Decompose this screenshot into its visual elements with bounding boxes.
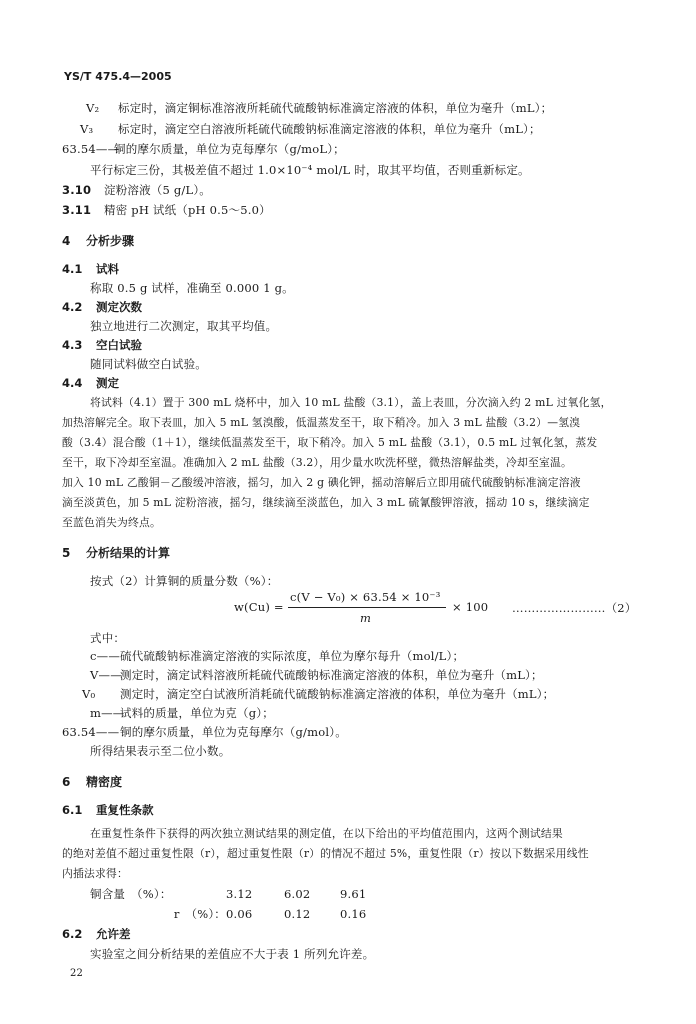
item-3-10 bbox=[62, 182, 211, 198]
def-v3 bbox=[80, 121, 541, 137]
item-3-11-label: 精密 pH 试纸（pH 0.5～5.0） bbox=[104, 203, 271, 217]
repeatability-limit-row bbox=[90, 906, 390, 922]
procedure-line: 加热溶解完全。取下表皿，加入 5 mL 氢溴酸，低温蒸发至干，取下稍冷。加入 3 mL 盐酸（3.2）—氢溴 bbox=[62, 416, 581, 429]
formula-denominator: m bbox=[360, 611, 372, 625]
standard-number: YS/T 475.4—2005 bbox=[64, 70, 172, 83]
section-5-heading: 5 分析结果的计算 bbox=[62, 546, 171, 560]
copper-content-row bbox=[90, 886, 390, 902]
def-cu-molar-symbol: 63.54—— bbox=[62, 142, 120, 156]
procedure-line: 将试料（4.1）置于 300 mL 烧杯中，加入 10 mL 盐酸（3.1），盖上表皿，分次滴入约 2 mL 过氧化氢， bbox=[90, 396, 612, 409]
formula-intro: 按式（2）计算铜的质量分数（%）： bbox=[90, 574, 279, 588]
row-label: 铜含量 （%）： bbox=[90, 887, 172, 901]
procedure-line: 滴至淡黄色，加 5 mL 淀粉溶液，摇匀，继续滴至淡蓝色，加入 3 mL 硫氰酸钾溶液，摇动 10 s，继续滴定 bbox=[62, 496, 590, 509]
result-precision-note: 所得结果表示至二位小数。 bbox=[90, 744, 231, 758]
def-v2 bbox=[86, 100, 552, 116]
section-4-2-heading: 4.2 测定次数 bbox=[62, 300, 142, 314]
table-cell: 6.02 bbox=[284, 887, 311, 901]
def-v2-text: 标定时，滴定铜标准溶液所耗硫代硫酸钠标准滴定溶液的体积，单位为毫升（mL）； bbox=[118, 101, 553, 115]
parallel-calibration-note: 平行标定三份，其极差值不超过 1.0×10⁻⁴ mol/L 时，取其平均值，否则重新标定。 bbox=[90, 163, 530, 177]
section-4-heading: 4 分析步骤 bbox=[62, 234, 135, 248]
section-4-1-text: 称取 0.5 g 试样，准确至 0.000 1 g。 bbox=[90, 281, 294, 295]
def-v2-symbol: V₂ bbox=[86, 101, 100, 115]
repeatability-line: 内插法求得： bbox=[62, 867, 128, 880]
item-3-10-label: 淀粉溶液（5 g/L）。 bbox=[104, 183, 211, 197]
def-m: m——试料的质量，单位为克（g）； bbox=[90, 706, 274, 720]
table-cell: 9.61 bbox=[340, 887, 367, 901]
section-6-2-heading: 6.2 允许差 bbox=[62, 927, 131, 941]
procedure-line: 加入 10 mL 乙酸铜－乙酸缓冲溶液，摇匀，加入 2 g 碘化钾，摇动溶解后立即用硫代硫酸钠标准滴定溶液 bbox=[62, 476, 581, 489]
def-v3-symbol: V₃ bbox=[80, 122, 94, 136]
def-v0: V₀ 测定时，滴定空白试液所消耗硫代硫酸钠标准滴定溶液的体积，单位为毫升（mL）； bbox=[82, 687, 555, 701]
def-v: V——测定时，滴定试料溶液所耗硫代硫酸钠标准滴定溶液的体积，单位为毫升（mL）； bbox=[90, 668, 543, 682]
item-3-11 bbox=[62, 202, 271, 218]
section-6-2-text: 实验室之间分析结果的差值应不大于表 1 所列允许差。 bbox=[90, 947, 375, 961]
repeatability-line: 在重复性条件下获得的两次独立测试结果的测定值，在以下给出的平均值范围内，这两个测试结果 bbox=[90, 827, 563, 840]
def-cu-molar-text: 铜的摩尔质量，单位为克每摩尔（g/moL）； bbox=[114, 142, 345, 156]
row-label: r （%）： bbox=[173, 907, 226, 921]
page-number: 22 bbox=[70, 968, 84, 979]
fraction-bar bbox=[288, 607, 446, 608]
repeatability-line: 的绝对差值不超过重复性限（r），超过重复性限（r）的情况不超过 5%，重复性限（r）按以下数据采用线性 bbox=[62, 847, 589, 860]
formula-equation-number: ……………………（2） bbox=[512, 601, 637, 615]
item-3-10-number: 3.10 bbox=[62, 183, 92, 197]
formula-lhs: w(Cu) = bbox=[234, 600, 284, 614]
section-4-1-heading: 4.1 试料 bbox=[62, 262, 119, 276]
procedure-line: 至干，取下冷却至室温。准确加入 2 mL 盐酸（3.2），用少量水吹洗杯壁，微热溶解盐类，冷却至室温。 bbox=[62, 456, 573, 469]
table-cell: 0.16 bbox=[340, 907, 367, 921]
section-4-3-heading: 4.3 空白试验 bbox=[62, 338, 142, 352]
section-4-4-heading: 4.4 测定 bbox=[62, 376, 119, 390]
formula-rhs: × 100 bbox=[452, 600, 489, 614]
def-cu-molar bbox=[62, 141, 345, 157]
table-cell: 0.12 bbox=[284, 907, 311, 921]
table-cell: 3.12 bbox=[226, 887, 253, 901]
section-4-2-text: 独立地进行二次测定，取其平均值。 bbox=[90, 319, 278, 333]
def-v3-text: 标定时，滴定空白溶液所耗硫代硫酸钠标准滴定溶液的体积，单位为毫升（mL）； bbox=[118, 122, 541, 136]
section-6-heading: 6 精密度 bbox=[62, 775, 123, 789]
def-63-54: 63.54——铜的摩尔质量，单位为克每摩尔（g/mol）。 bbox=[62, 725, 347, 739]
formula-numerator: c(V − V₀) × 63.54 × 10⁻³ bbox=[290, 590, 441, 604]
section-4-3-text: 随同试料做空白试验。 bbox=[90, 357, 207, 371]
def-c: c——硫代硫酸钠标准滴定溶液的实际浓度，单位为摩尔每升（mol/L）； bbox=[90, 649, 465, 663]
procedure-line: 至蓝色消失为终点。 bbox=[62, 516, 161, 529]
where-label: 式中： bbox=[90, 631, 126, 645]
section-6-1-heading: 6.1 重复性条款 bbox=[62, 803, 154, 817]
procedure-line: 酸（3.4）混合酸（1＋1），继续低温蒸发至干，取下稍冷。加入 5 mL 盐酸（3.1），0.5 mL 过氧化氢，蒸发 bbox=[62, 436, 598, 449]
item-3-11-number: 3.11 bbox=[62, 203, 92, 217]
table-cell: 0.06 bbox=[226, 907, 253, 921]
